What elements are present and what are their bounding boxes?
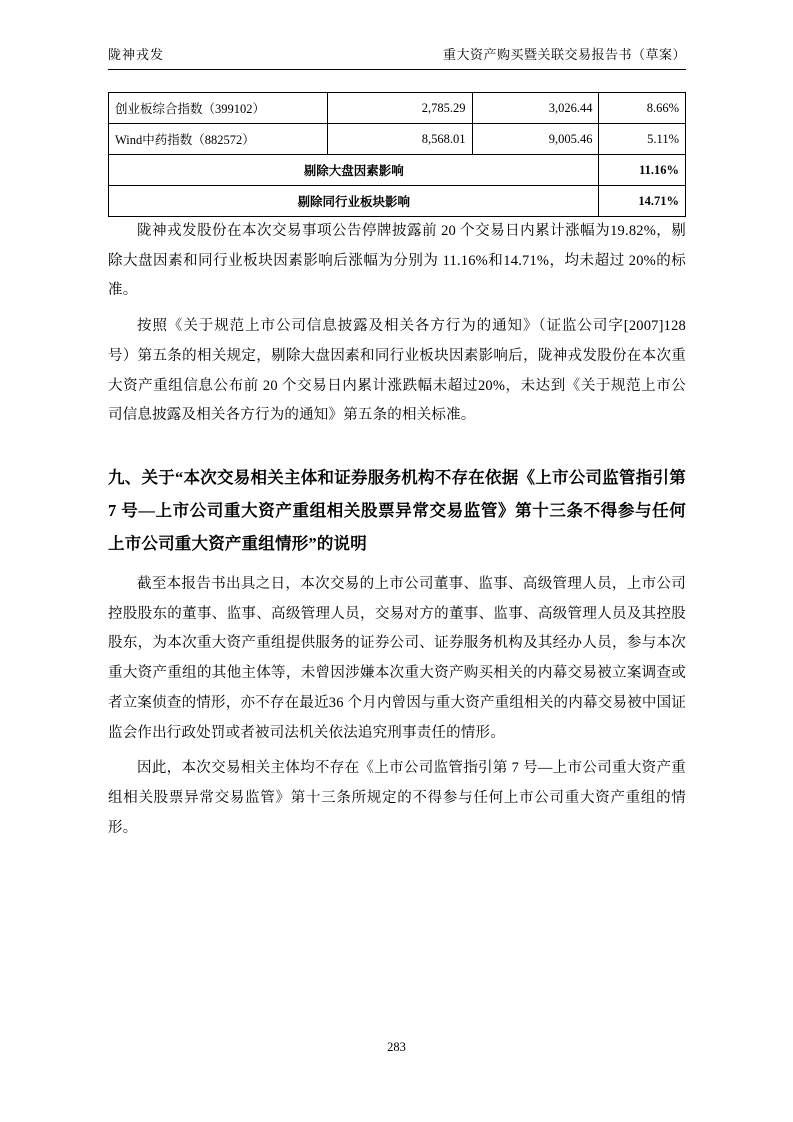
header-document-title: 重大资产购买暨关联交易报告书（草案） bbox=[442, 47, 686, 62]
table-cell-summary-pct: 14.71% bbox=[599, 186, 686, 217]
table-cell-summary-label: 剔除大盘因素影响 bbox=[109, 155, 599, 186]
paragraph-price-change: 陇神戎发股份在本次交易事项公告停牌披露前 20 个交易日内累计涨幅为19.82%，剔除大盘因素和同行业板块因素影响后涨幅为分别为 11.16%和14.71%，均未超过 20%的标准。 bbox=[108, 223, 686, 299]
table-cell-pct: 5.11% bbox=[599, 124, 686, 155]
section-heading: 九、关于“本次交易相关主体和证券服务机构不存在依据《上市公司监管指引第 7 号—上市公司重大资产重组相关股票异常交易监管》第十三条不得参与任何上市公司重大资产重组情形”的说明 bbox=[108, 468, 686, 554]
table-cell-label: 创业板综合指数（399102） bbox=[109, 93, 328, 124]
table-cell-value1: 8,568.01 bbox=[328, 124, 472, 155]
table-cell-label: Wind中药指数（882572） bbox=[109, 124, 328, 155]
header-company-name: 陇神戎发 bbox=[108, 47, 165, 62]
paragraph-conclusion: 因此，本次交易相关主体均不存在《上市公司监管指引第 7 号—上市公司重大资产重组相关股票异常交易监管》第十三条所规定的不得参与任何上市公司重大资产重组的情形。 bbox=[108, 760, 686, 836]
table-row bbox=[109, 186, 686, 217]
page-content bbox=[108, 44, 686, 850]
paragraph-regulation-reference: 按照《关于规范上市公司信息披露及相关各方行为的通知》（证监公司字[2007]128 号）第五条的相关规定，剔除大盘因素和同行业板块因素影响后，陇神戎发股份在本次重大资产重组信息公布前 20 个交易日内累计涨跌幅未超过20%，未达到《关于规范上市公司信息披露及相关各方行为的通知》第五条的相关标准。 bbox=[108, 318, 686, 424]
table-cell-summary-label: 剔除同行业板块影响 bbox=[109, 186, 599, 217]
table-cell-summary-pct: 11.16% bbox=[599, 155, 686, 186]
page-number: 283 bbox=[387, 1040, 406, 1054]
table-row bbox=[109, 93, 686, 124]
table-cell-value2: 3,026.44 bbox=[472, 93, 599, 124]
index-change-table bbox=[108, 92, 686, 217]
table-row bbox=[109, 155, 686, 186]
table-cell-value1: 2,785.29 bbox=[328, 93, 472, 124]
table-row bbox=[109, 124, 686, 155]
table-cell-pct: 8.66% bbox=[599, 93, 686, 124]
page-header bbox=[108, 44, 686, 67]
paragraph-no-insider-trading: 截至本报告书出具之日，本次交易的上市公司董事、监事、高级管理人员，上市公司控股股东的董事、监事、高级管理人员，交易对方的董事、监事、高级管理人员及其控股股东，为本次重大资产重组提供服务的证券公司、证券服务机构及其经办人员，参与本次重大资产重组的其他主体等，未曾因涉嫌本次重大资产购买相关的内幕交易被立案调查或者立案侦查的情形，亦不存在最近36 个月内曾因与重大资产重组相关的内幕交易被中国证监会作出行政处罚或者被司法机关依法追究刑事责任的情形。 bbox=[108, 576, 686, 741]
table-cell-value2: 9,005.46 bbox=[472, 124, 599, 155]
header-divider bbox=[108, 69, 686, 70]
